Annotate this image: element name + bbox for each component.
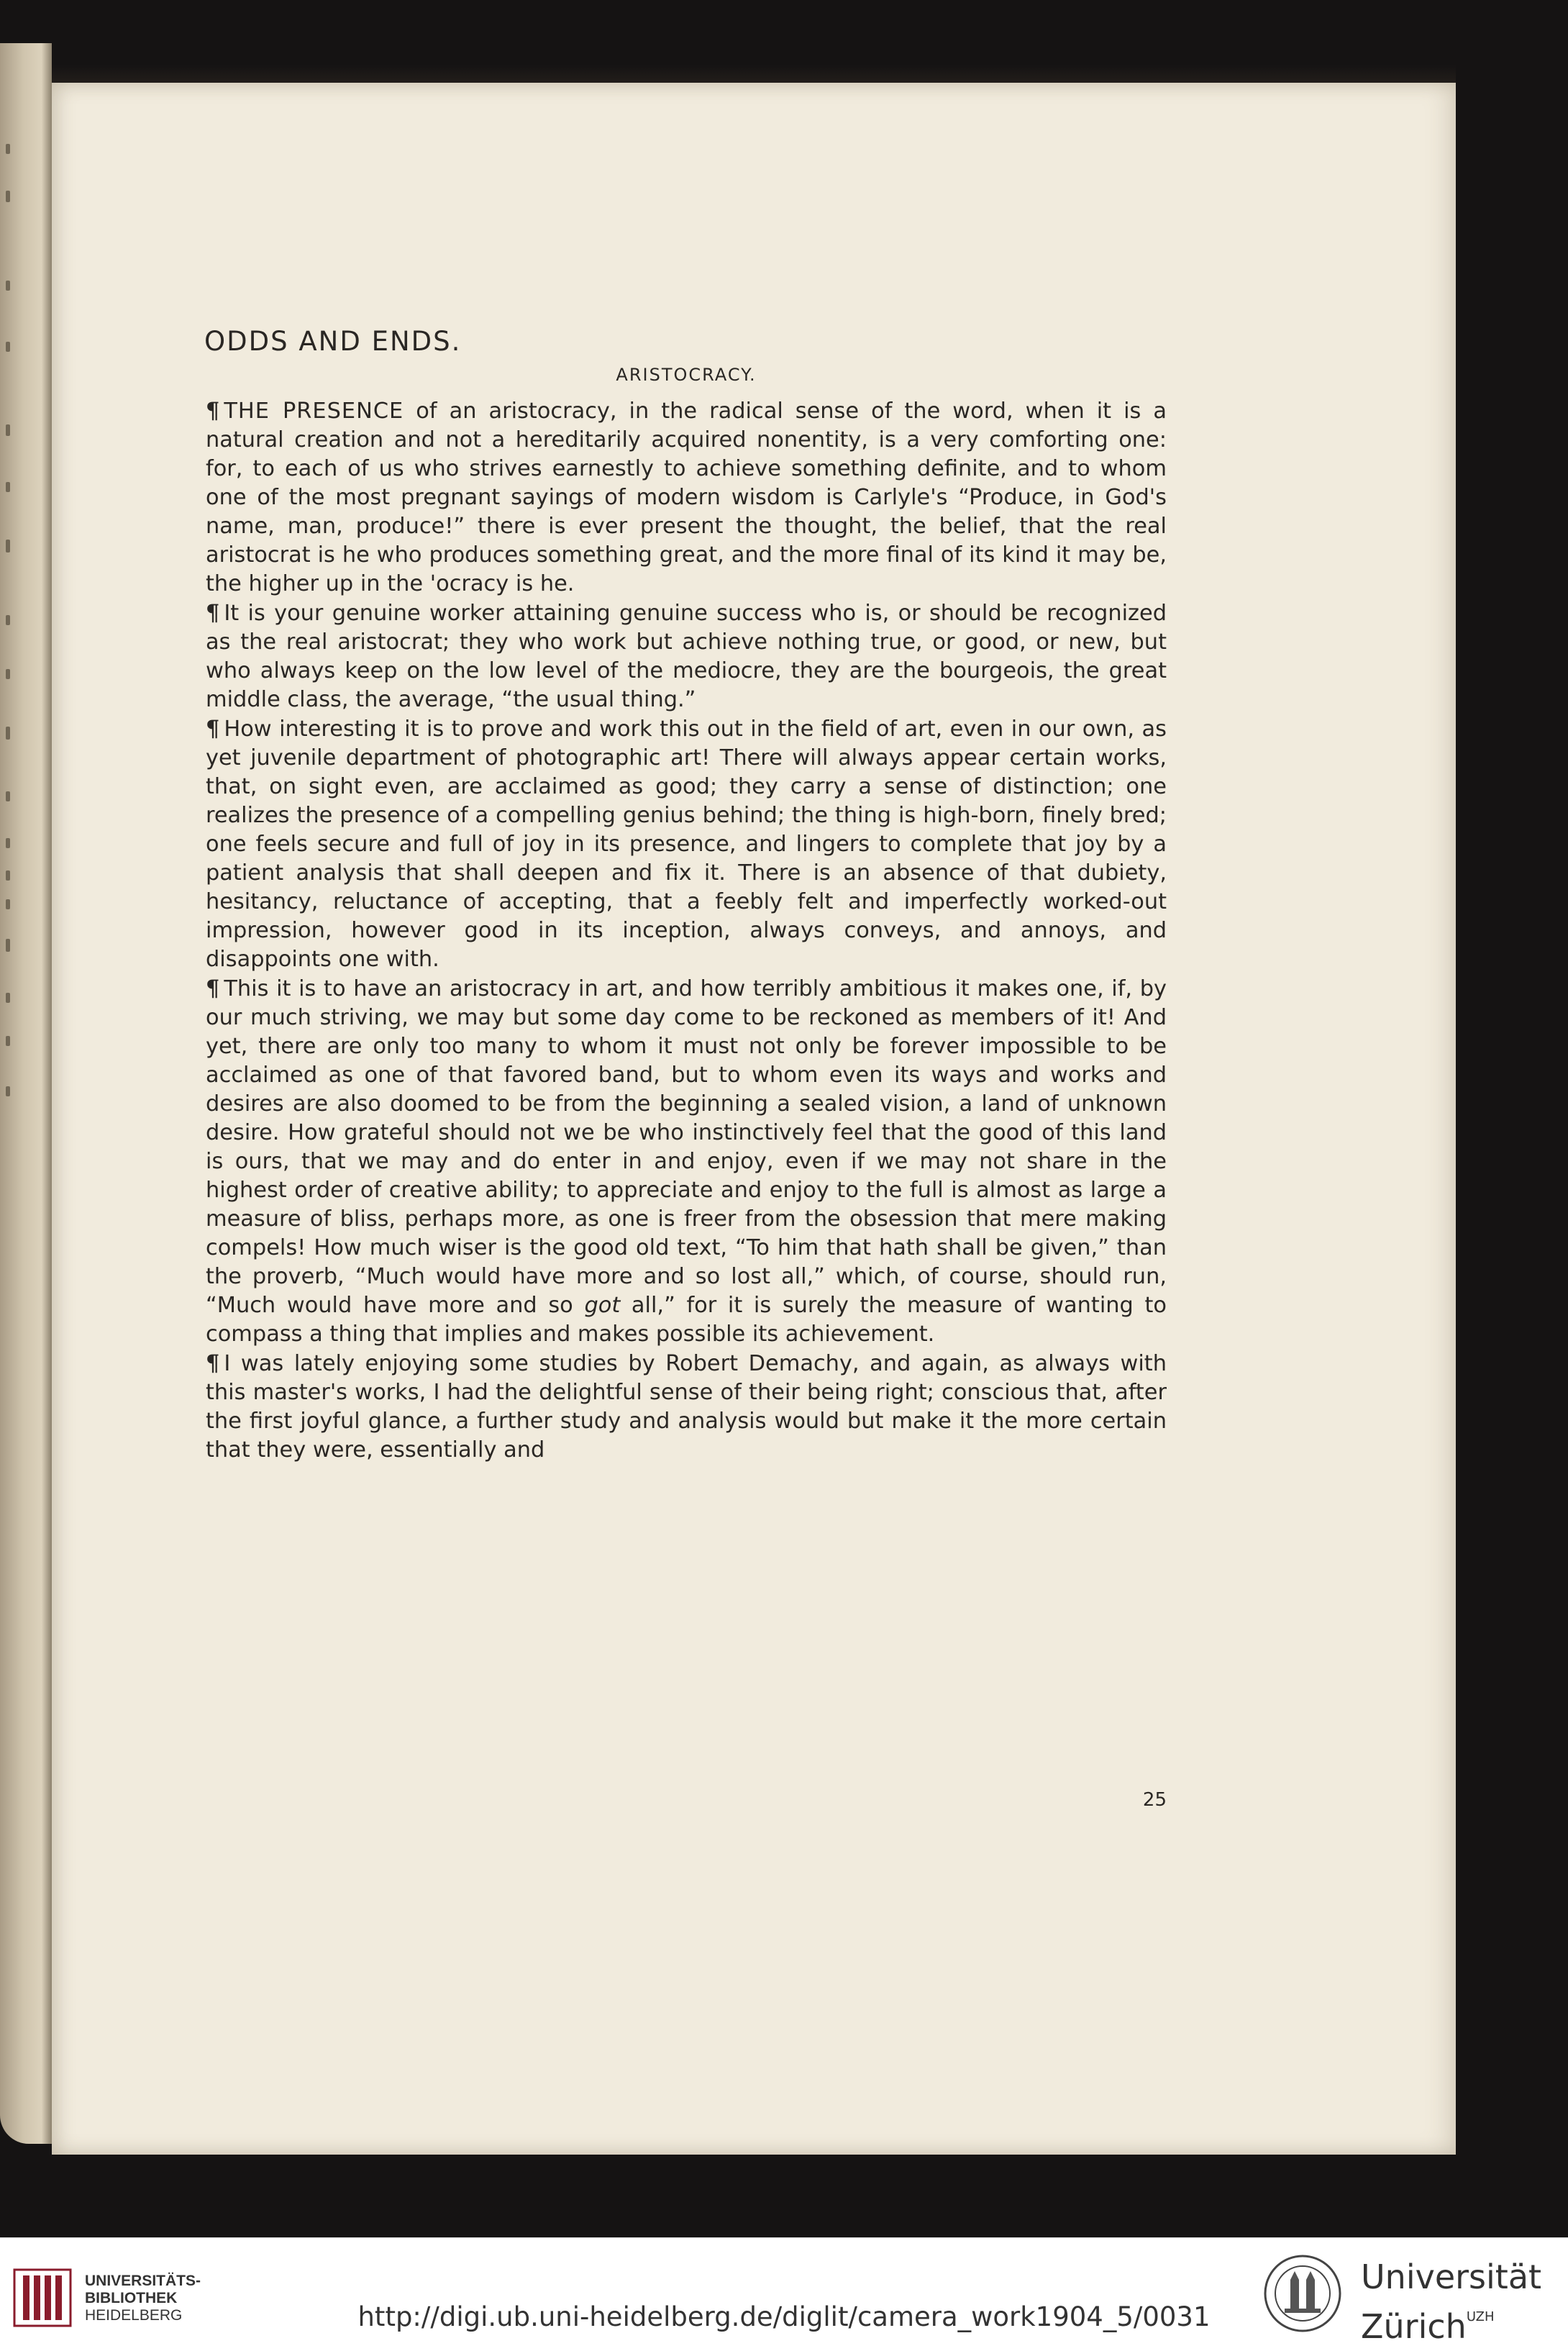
paragraph-2 (206, 599, 1167, 714)
page-top-shadow (52, 65, 1456, 83)
uzh-seal-icon (1263, 2254, 1342, 2333)
italic-word: got (584, 1292, 621, 1318)
paragraph-text: I was lately enjoying some studies by Robert Demachy, and again, as always with this master's works, I had the delightful sense of their being right; conscious that, after the first joyful glance, a further study and analysis would but make it the more certain that they were, essentially and (206, 1350, 1167, 1463)
pilcrow-icon: ¶ (206, 715, 220, 742)
page-number: 25 (1142, 1789, 1167, 1811)
paragraph-1 (206, 396, 1167, 599)
facing-page-edge (0, 43, 52, 2144)
paragraph-4 (206, 974, 1167, 1349)
paragraph-text: It is your genuine worker attaining genuine success who is, or should be recognized as the real aristocrat; they who work but achieve nothing true, or good, or new, but who always keep on the low level of the mediocre, they are the bourgeois, the great middle class, the average, “the usual thing.” (206, 600, 1167, 712)
paragraph-text: all,” for it is surely the measure of wanting to compass a thing that implies and makes possible its achievement. (206, 1292, 1167, 1347)
article-title: ARISTOCRACY. (616, 364, 757, 385)
footer-bar (0, 2237, 1568, 2351)
paragraph-3 (206, 714, 1167, 974)
paragraph-text: This it is to have an aristocracy in art, and how terribly ambitious it makes one, if, by our much striving, we may but some day come to be reckoned as members of it! And yet, there are only too many to whom it must not only be forever impossible to be acclaimed as one of that favored band, but to whom even its ways and works and desires are also doomed to be from the beginning a sealed vision, a land of unknown desire. How grateful should not we be who instinctively feel that the good of this land is ours, that we may and do enter in and enjoy, even if we may not share in the highest order of creative ability; to appreciate and enjoy to the full is almost as large a measure of bliss, perhaps more, as one is freer from the obsession that mere making compels! How much wiser is the good old text, “To him that hath shall be given,” than the proverb, “Much would have more and so lost all,” which, of course, should run, “Much would have more and so (206, 976, 1167, 1318)
pilcrow-icon: ¶ (206, 397, 220, 424)
uzh-zurich: Zürich (1361, 2307, 1467, 2346)
section-title: ODDS AND ENDS. (204, 326, 462, 357)
pilcrow-icon: ¶ (206, 599, 220, 626)
paragraph-text: of an aristocracy, in the radical sense of the word, when it is a natural creation and not a hereditarily acquired nonentity, is a very comforting one: for, to each of us who strives earnestly to achieve something definite, and to whom one of the most pregnant sayings of modern wisdom is Carlyle's “Produce, in God's name, man, produce!” there is ever present the thought, the belief, that the real aristocrat is he who produces something great, and the more final of its kind it may be, the higher up in the 'ocracy is he. (206, 398, 1167, 596)
ub-name-line3: HEIDELBERG (85, 2307, 183, 2324)
uzh-name (1361, 2257, 1541, 2347)
uzh-name-line2 (1361, 2297, 1541, 2347)
ub-name-line2: BIBLIOTHEK (85, 2290, 178, 2306)
pilcrow-icon: ¶ (206, 1350, 220, 1376)
uzh-name-line1: Universität (1361, 2257, 1542, 2296)
text-block (206, 327, 1167, 1465)
uzh-superscript: UZH (1466, 2309, 1495, 2324)
document-url-link[interactable]: http://digi.ub.uni-heidelberg.de/diglit/camera_work1904_5/0031 (357, 2301, 1211, 2332)
paragraph-lead: THE PRESENCE (224, 398, 404, 424)
paragraph-text: How interesting it is to prove and work this out in the field of art, even in our own, as yet juvenile department of photographic art! There will always appear certain works, that, on sight even, are acclaimed as good; they carry a sense of distinction; one realizes the presence of a compelling genius behind; the thing is high-born, finely bred; one feels secure and full of joy in its presence, and lingers to complete that joy by a patient analysis that shall deepen and fix it. There is an absence of that dubiety, hesitancy, reluctance of accepting, that a feebly felt and imperfectly worked-out impression, however good in its inception, always conveys, and annoys, and disappoints one with. (206, 716, 1167, 972)
pilcrow-icon: ¶ (206, 975, 220, 1001)
paragraph-5 (206, 1349, 1167, 1465)
ub-name-line1: UNIVERSITÄTS- (85, 2273, 201, 2289)
book-page (52, 83, 1456, 2155)
